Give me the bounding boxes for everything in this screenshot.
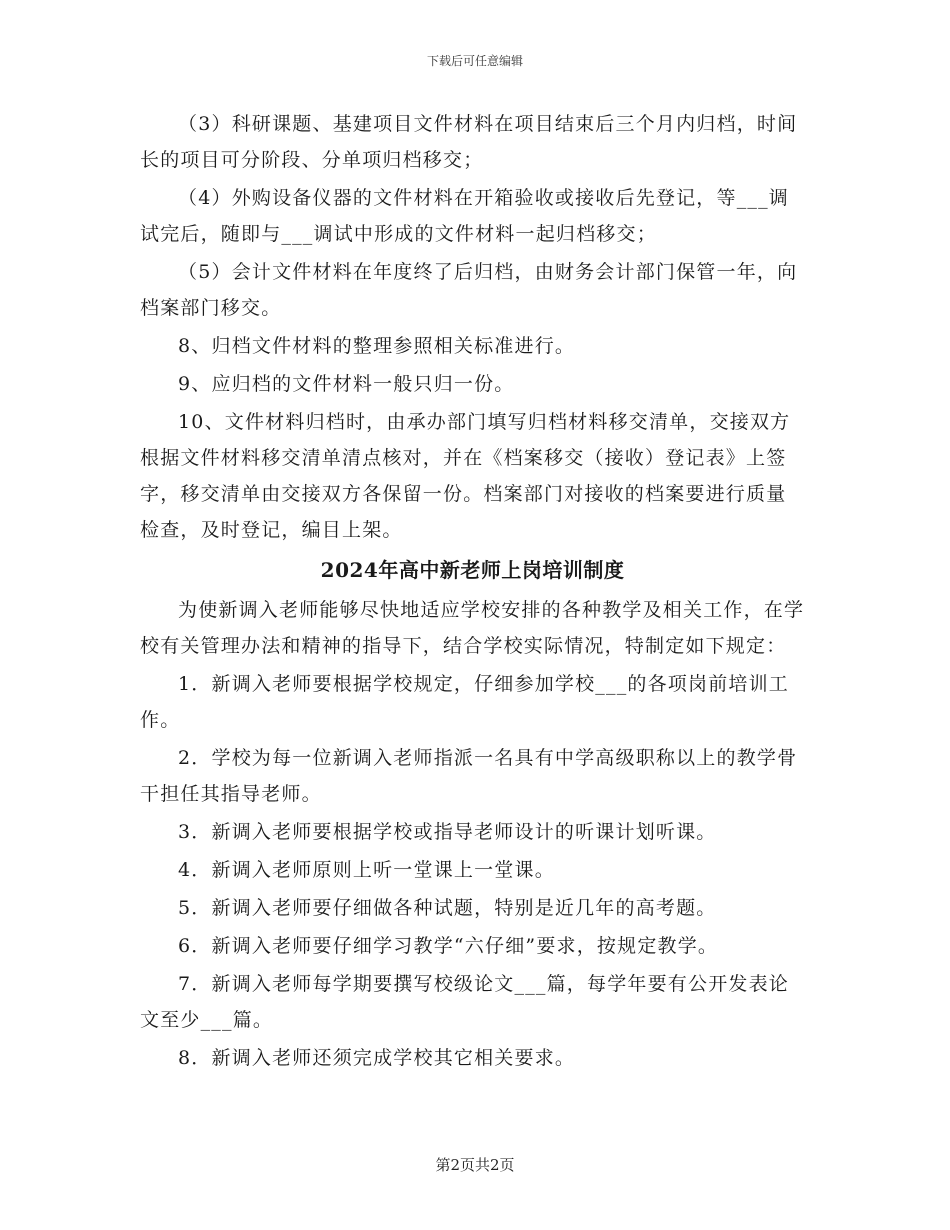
section-title: 2024年高中新老师上岗培训制度 — [320, 558, 625, 582]
paragraph-intro: 为使新调入老师能够尽快地适应学校安排的各种教学及相关工作，在学校有关管理办法和精神的指导下，结合学校实际情况，特制定如下规定： — [140, 599, 805, 657]
paragraph-item-3: （3）科研课题、基建项目文件材料在项目结束后三个月内归档，时间长的项目可分阶段、分单项归档移交； — [140, 113, 798, 171]
paragraph-rule-1: 1．新调入老师要根据学校规定，仔细参加学校___的各项岗前培训工作。 — [140, 673, 789, 731]
paragraph-rule-8b: 8．新调入老师还须完成学校其它相关要求。 — [178, 1047, 576, 1069]
paragraph-rule-2: 2．学校为每一位新调入老师指派一名具有中学高级职称以上的教学骨干担任其指导老师。 — [140, 747, 798, 805]
paragraph-item-5: （5）会计文件材料在年度终了后归档，由财务会计部门保管一年，向档案部门移交。 — [140, 261, 798, 319]
paragraph-rule-9: 9、应归档的文件材料一般只归一份。 — [178, 373, 515, 395]
paragraph-rule-6: 6．新调入老师要仔细学习教学“六仔细”要求，按规定教学。 — [178, 935, 719, 957]
paragraph-rule-7: 7．新调入老师每学期要撰写校级论文___篇，每学年要有公开发表论文至少___篇。 — [140, 973, 789, 1031]
page-header: 下载后可任意编辑 — [426, 54, 523, 68]
paragraph-rule-5: 5．新调入老师要仔细做各种试题，特别是近几年的高考题。 — [178, 897, 717, 919]
document-body — [140, 106, 805, 1078]
paragraph-rule-10: 10、文件材料归档时，由承办部门填写归档材料移交清单，交接双方根据文件材料移交清单清点核对，并在《档案移交（接收）登记表》上签字，移交清单由交接双方各保留一份。档案部门对接收的档案要进行质量检查，及时登记，编目上架。 — [140, 411, 791, 541]
paragraph-item-4: （4）外购设备仪器的文件材料在开箱验收或接收后先登记，等___调试完后，随即与___调试中形成的文件材料一起归档移交； — [140, 187, 789, 245]
page-footer: 第2页共2页 — [435, 1156, 515, 1174]
paragraph-rule-3: 3．新调入老师要根据学校或指导老师设计的听课计划听课。 — [178, 821, 717, 843]
paragraph-rule-4: 4．新调入老师原则上听一堂课上一堂课。 — [178, 859, 555, 881]
paragraph-rule-8: 8、归档文件材料的整理参照相关标准进行。 — [178, 335, 576, 357]
